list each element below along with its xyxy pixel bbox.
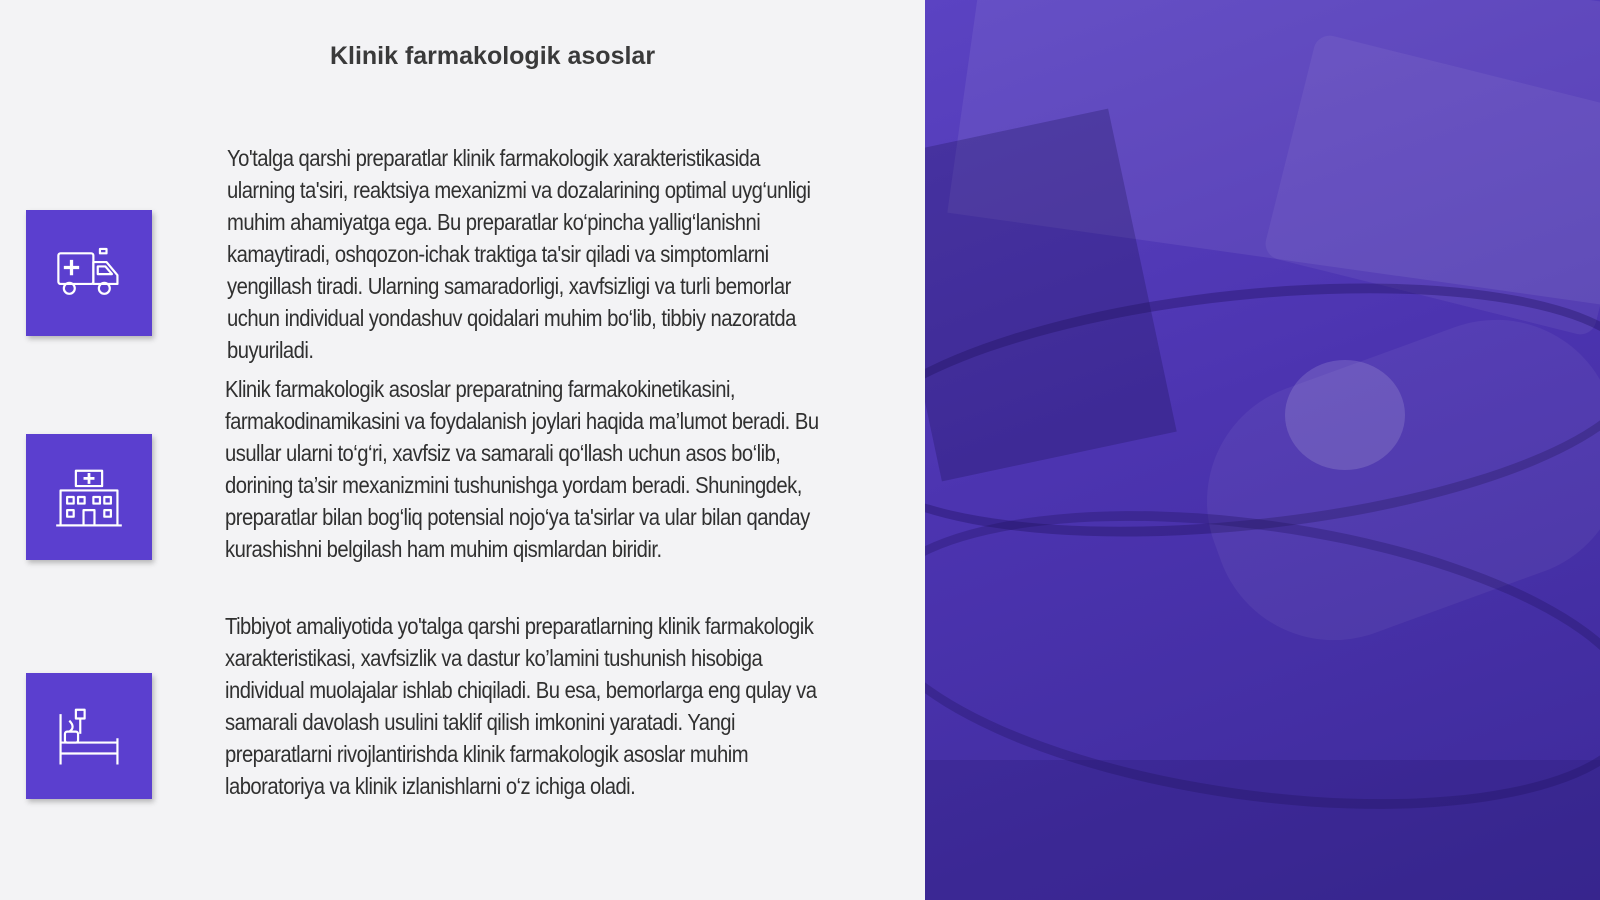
ambulance-icon — [54, 238, 124, 308]
hospital-bed-icon-tile — [26, 673, 152, 799]
hospital-bed-icon — [54, 701, 124, 771]
hospital-building-icon — [54, 462, 124, 532]
stethoscope-photo-panel — [925, 0, 1600, 900]
paragraph-1: Yo'talga qarshi preparatlar klinik farmakologik xarakteristikasida ularning ta'siri, reaktsiya mexanizmi va dozalarining optimal uyg‘unligi muhim ahamiyatga ega. Bu preparatlar ko‘pincha yallig‘lanishni kamaytiradi, oshqozon-ichak traktiga ta'sir qiladi va simptomlarni yengillash tiradi. Ularning samaradorligi, xavfsizligi va turli bemorlar uchun individual yondashuv qoidalari muhim bo‘lib, tibbiy nazoratda buyuriladi. — [227, 145, 811, 363]
slide-title: Klinik farmakologik asoslar — [329, 42, 656, 70]
hospital-icon-tile — [26, 434, 152, 560]
ambulance-icon-tile — [26, 210, 152, 336]
paragraph-2: Klinik farmakologik asoslar preparatning farmakokinetikasini, farmakodinamikasini va foydalanish joylari haqida ma’lumot beradi. Bu usullar ularni to‘g‘ri, xavfsiz va samarali qo‘llash uchun asos bo‘lib, dorining ta’sir mexanizmini tushunishga yordam beradi. Shuningdek, preparatlar bilan bog‘liq potensial nojo‘ya ta'sirlar va ular bilan qanday kurashishni belgilash ham muhim qismlardan biridir. — [225, 376, 819, 562]
paragraph-3: Tibbiyot amaliyotida yo'talga qarshi preparatlarning klinik farmakologik xarakteristikasi, xavfsizlik va dastur ko’lamini tushunish hisobiga individual muolajalar ishlab chiqiladi. Bu esa, bemorlarga eng qulay va samarali davolash usulini taklif qilish imkonini yaratadi. Yangi preparatlarni rivojlantirishda klinik farmakologik asoslar muhim laboratoriya va klinik izlanishlarni o‘z ichiga oladi. — [225, 613, 817, 799]
